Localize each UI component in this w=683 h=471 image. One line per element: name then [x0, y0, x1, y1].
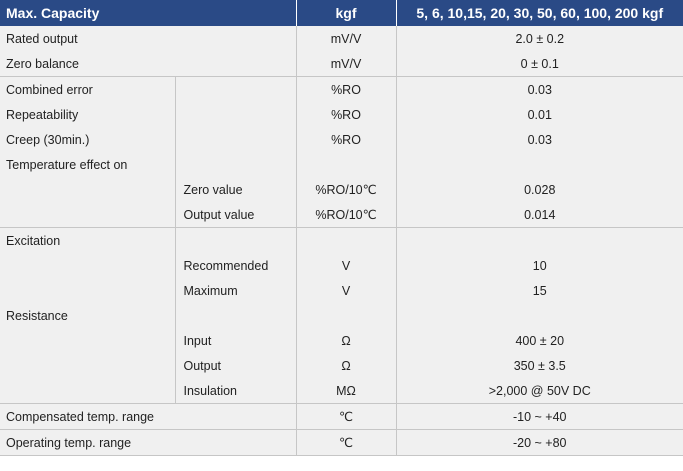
row-value: 400 ± 20 — [396, 328, 683, 353]
row-sublabel: Output value — [175, 202, 296, 228]
row-unit: Ω — [296, 353, 396, 378]
row-label: Resistance — [0, 303, 175, 328]
row-unit: %RO — [296, 127, 396, 152]
row-unit: MΩ — [296, 378, 396, 404]
header-capacities: 5, 6, 10,15, 20, 30, 50, 60, 100, 200 kgf — [396, 0, 683, 26]
row-sublabel: Input — [175, 328, 296, 353]
row-sublabel — [175, 127, 296, 152]
row-sublabel: Output — [175, 353, 296, 378]
row-label — [0, 278, 175, 303]
table-row — [0, 353, 683, 378]
row-unit: mV/V — [296, 26, 396, 51]
row-label: Creep (30min.) — [0, 127, 175, 152]
row-sublabel: Zero value — [175, 177, 296, 202]
table-row — [0, 253, 683, 278]
row-unit: ℃ — [296, 430, 396, 456]
row-sublabel — [175, 303, 296, 328]
row-sublabel: Insulation — [175, 378, 296, 404]
row-label: Zero balance — [0, 51, 296, 77]
row-unit — [296, 152, 396, 177]
row-label — [0, 253, 175, 278]
row-sublabel — [175, 102, 296, 127]
row-value: -10 ~ +40 — [396, 404, 683, 430]
table-row — [0, 430, 683, 456]
header-capacity-label: Max. Capacity — [0, 0, 296, 26]
row-value: 0.014 — [396, 202, 683, 228]
row-unit: ℃ — [296, 404, 396, 430]
table-row — [0, 177, 683, 202]
row-unit: mV/V — [296, 51, 396, 77]
table-row — [0, 51, 683, 77]
row-value: -20 ~ +80 — [396, 430, 683, 456]
row-value: 0 ± 0.1 — [396, 51, 683, 77]
table-row — [0, 378, 683, 404]
row-unit: %RO — [296, 102, 396, 127]
table-row — [0, 77, 683, 103]
row-sublabel — [175, 228, 296, 254]
row-unit: %RO/10℃ — [296, 202, 396, 228]
row-value: 10 — [396, 253, 683, 278]
row-sublabel: Maximum — [175, 278, 296, 303]
row-value: >2,000 @ 50V DC — [396, 378, 683, 404]
row-unit — [296, 303, 396, 328]
table-row — [0, 102, 683, 127]
row-value: 2.0 ± 0.2 — [396, 26, 683, 51]
row-unit: V — [296, 278, 396, 303]
row-sublabel — [175, 77, 296, 103]
row-label — [0, 177, 175, 202]
row-unit: %RO — [296, 77, 396, 103]
table-row — [0, 26, 683, 51]
row-label: Temperature effect on — [0, 152, 175, 177]
row-label: Excitation — [0, 228, 175, 254]
row-label — [0, 202, 175, 228]
row-unit: V — [296, 253, 396, 278]
row-value — [396, 303, 683, 328]
row-unit: %RO/10℃ — [296, 177, 396, 202]
row-label — [0, 328, 175, 353]
row-value: 0.028 — [396, 177, 683, 202]
row-value: 0.03 — [396, 77, 683, 103]
row-value: 0.03 — [396, 127, 683, 152]
row-label: Compensated temp. range — [0, 404, 296, 430]
row-value — [396, 152, 683, 177]
table-row — [0, 127, 683, 152]
row-value: 350 ± 3.5 — [396, 353, 683, 378]
table-row — [0, 152, 683, 177]
table-row — [0, 303, 683, 328]
table-row — [0, 278, 683, 303]
table-row — [0, 202, 683, 228]
row-label: Operating temp. range — [0, 430, 296, 456]
row-label: Rated output — [0, 26, 296, 51]
row-label: Combined error — [0, 77, 175, 103]
row-unit — [296, 228, 396, 254]
row-value — [396, 228, 683, 254]
table-row — [0, 328, 683, 353]
row-label — [0, 378, 175, 404]
row-value: 15 — [396, 278, 683, 303]
row-label: Repeatability — [0, 102, 175, 127]
header-row — [0, 0, 683, 26]
row-unit: Ω — [296, 328, 396, 353]
header-unit: kgf — [296, 0, 396, 26]
table-row — [0, 404, 683, 430]
table-row — [0, 228, 683, 254]
row-sublabel: Recommended — [175, 253, 296, 278]
row-value: 0.01 — [396, 102, 683, 127]
row-sublabel — [175, 152, 296, 177]
row-label — [0, 353, 175, 378]
